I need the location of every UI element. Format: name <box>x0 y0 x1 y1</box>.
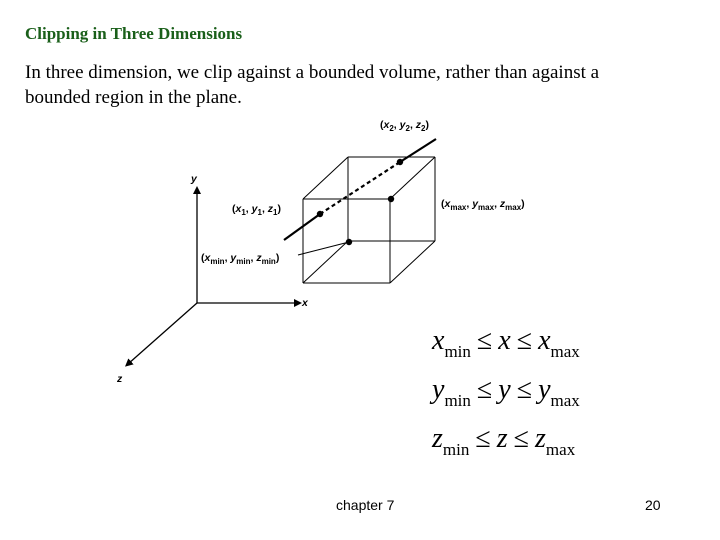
inequality-y: $y_{min} \le y \le y_{max}$ <box>432 374 580 410</box>
x-axis-label: x <box>302 297 308 309</box>
footer-chapter: chapter 7 <box>336 497 395 513</box>
clipping-volume-cube <box>303 157 435 283</box>
y-axis-label: y <box>191 173 197 185</box>
inequality-x: $x_{min} \le x \le x_{max}$ <box>432 325 580 361</box>
point-pmax <box>388 196 394 202</box>
footer-page-number: 20 <box>645 497 661 513</box>
point-pmin <box>346 239 352 245</box>
z-axis-line <box>128 303 197 364</box>
label-pmax: ($x_{max}$, $y_{max}$, $z_{max}$) <box>441 198 525 212</box>
pmin-leader-line <box>298 242 349 255</box>
line-clipped-segment <box>320 162 400 214</box>
inequality-z: $z_{min} \le z \le z_{max}$ <box>432 423 576 459</box>
label-p2: ($x_2$, $y_2$, $z_2$) <box>380 119 429 133</box>
point-p1 <box>317 211 323 217</box>
line-outside-segment-top <box>400 139 436 162</box>
slide-body-text: In three dimension, we clip against a bounded volume, rather than against a bounded region in the plane. <box>25 62 600 108</box>
label-p1: ($x_1$, $y_1$, $z_1$) <box>232 203 281 217</box>
label-pmin: ($x_{min}$, $y_{min}$, $z_{min}$) <box>201 252 280 266</box>
slide-title: Clipping in Three Dimensions <box>25 24 243 43</box>
point-p2 <box>397 159 403 165</box>
line-outside-segment-bottom <box>284 214 320 240</box>
z-axis-label: z <box>117 373 123 385</box>
